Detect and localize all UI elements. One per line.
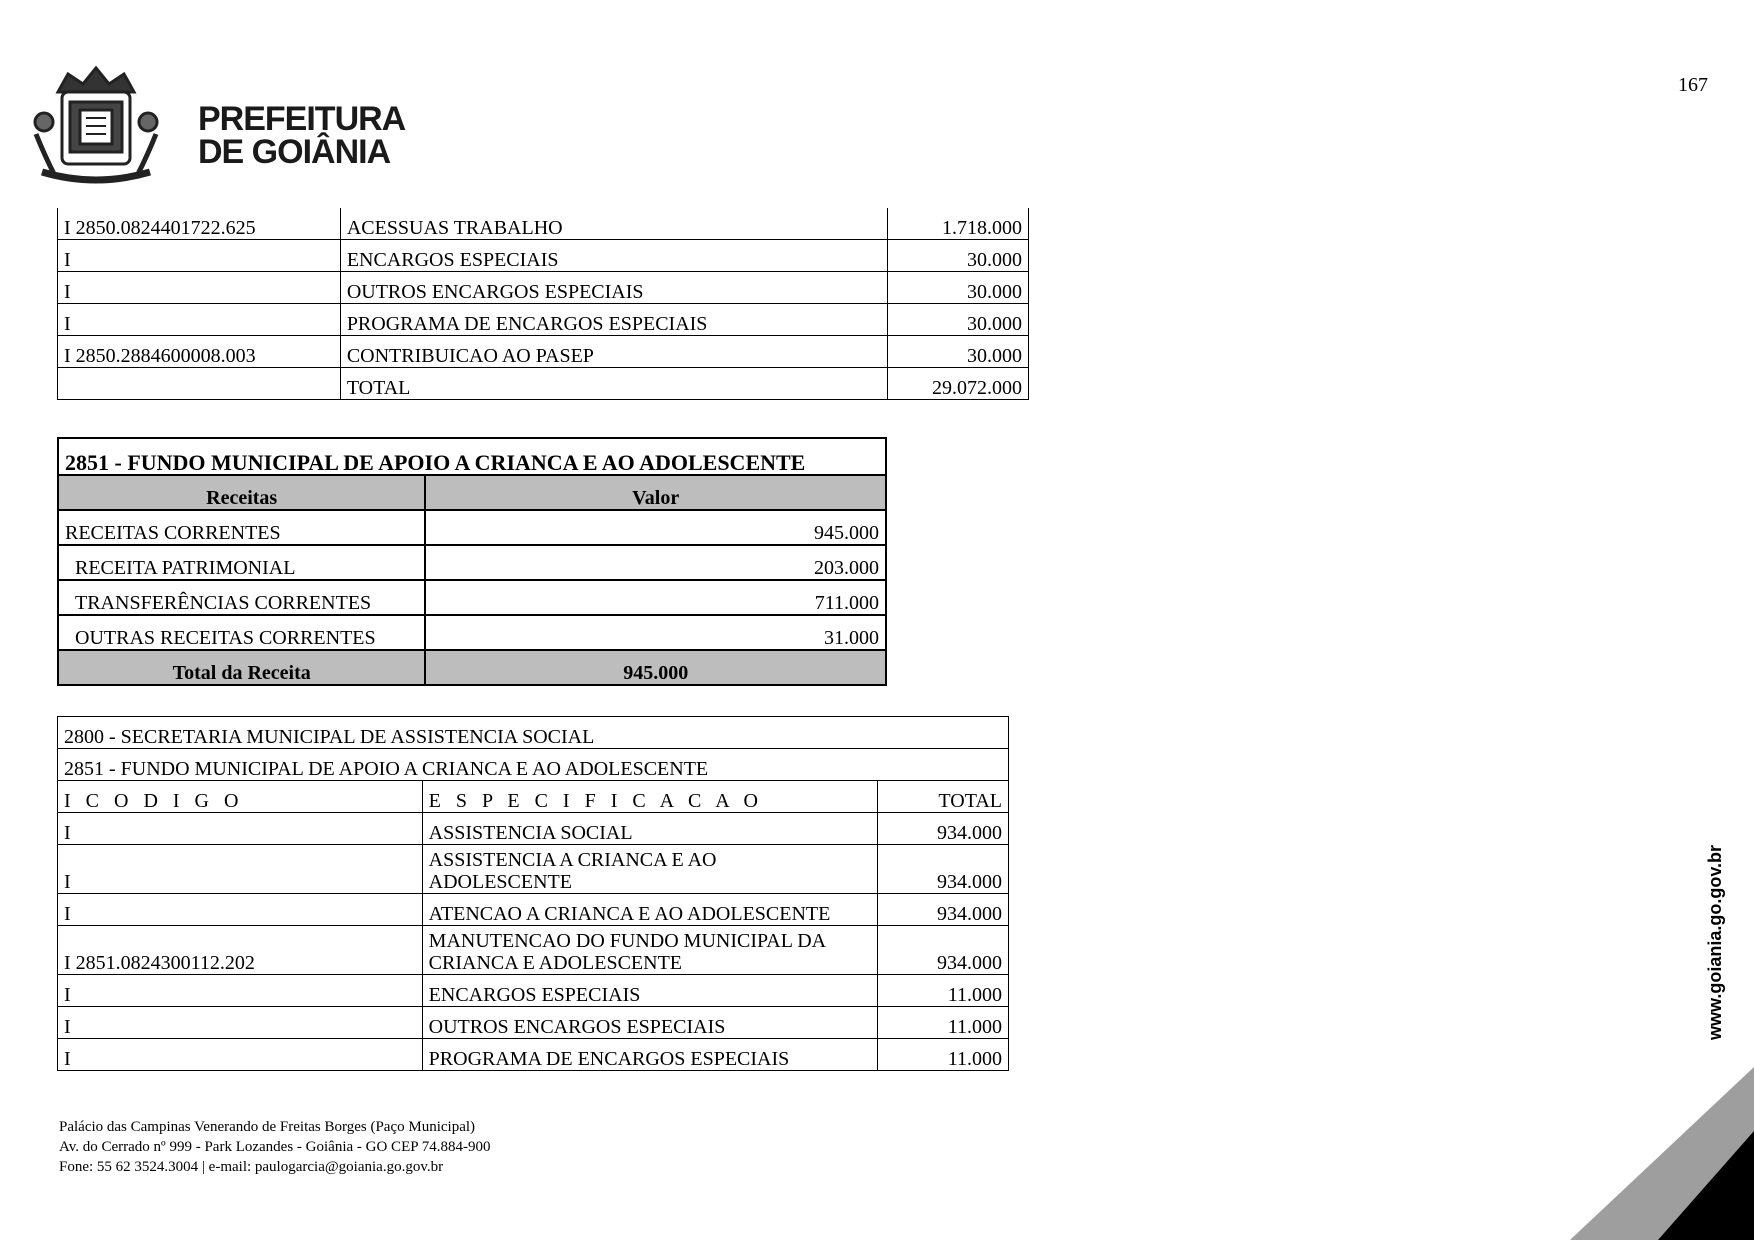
code-cell: I 2850.2884600008.003	[58, 336, 341, 368]
spec-cell: ENCARGOS ESPECIAIS	[422, 975, 877, 1007]
footer-line-3: Fone: 55 62 3524.3004 | e-mail: paulogarcia@goiania.go.gov.br	[59, 1159, 444, 1175]
code-cell: I	[58, 1039, 423, 1071]
page-number: 167	[1678, 74, 1708, 96]
code-cell: I 2850.0824401722.625	[58, 208, 341, 240]
logo-wordmark	[198, 100, 406, 171]
code-cell: I	[58, 845, 423, 894]
table-row	[58, 240, 1029, 272]
spec-cell: ACESSUAS TRABALHO	[340, 208, 887, 240]
table-row	[58, 545, 886, 580]
total-cell: 11.000	[878, 1007, 1009, 1039]
budget-table-continuation	[57, 208, 1029, 400]
col-header-especificacao: E S P E C I F I C A C A O	[422, 781, 877, 813]
spec-cell: ENCARGOS ESPECIAIS	[340, 240, 887, 272]
despesas-table	[57, 716, 1009, 1071]
city-crest-logo	[28, 62, 164, 190]
spec-cell: TOTAL	[340, 368, 887, 400]
table-row	[58, 208, 1029, 240]
corner-decoration	[1570, 1067, 1754, 1240]
receita-label: RECEITAS CORRENTES	[58, 510, 425, 545]
table-row	[58, 975, 1009, 1007]
total-cell: 11.000	[878, 1039, 1009, 1071]
table-total-row	[58, 368, 1029, 400]
receitas-title: 2851 - FUNDO MUNICIPAL DE APOIO A CRIANCA E AO ADOLESCENTE	[58, 438, 886, 475]
table-row	[58, 272, 1029, 304]
receita-value: 31.000	[425, 615, 886, 650]
col-header-total: TOTAL	[878, 781, 1009, 813]
spec-cell	[422, 845, 877, 894]
total-receita-label: Total da Receita	[58, 650, 425, 685]
total-cell: 30.000	[888, 240, 1029, 272]
table-row	[58, 926, 1009, 975]
spec-cell: ASSISTENCIA SOCIAL	[422, 813, 877, 845]
table-row	[58, 894, 1009, 926]
total-cell: 11.000	[878, 975, 1009, 1007]
col-header-codigo: I C O D I G O	[58, 781, 423, 813]
total-cell: 934.000	[878, 894, 1009, 926]
code-cell: I 2851.0824300112.202	[58, 926, 423, 975]
table-row	[58, 304, 1029, 336]
logo-line-2: DE GOIÂNIA	[198, 133, 391, 171]
code-cell	[58, 368, 341, 400]
receita-value: 711.000	[425, 580, 886, 615]
total-cell: 1.718.000	[888, 208, 1029, 240]
spec-line-1: ASSISTENCIA A CRIANCA E AO	[428, 849, 717, 871]
receita-label: TRANSFERÊNCIAS CORRENTES	[58, 580, 425, 615]
total-cell: 934.000	[878, 845, 1009, 894]
table-row	[58, 813, 1009, 845]
total-cell: 29.072.000	[888, 368, 1029, 400]
unit-header: 2851 - FUNDO MUNICIPAL DE APOIO A CRIANCA E AO ADOLESCENTE	[58, 749, 1009, 781]
table-row	[58, 1039, 1009, 1071]
total-receita-value: 945.000	[425, 650, 886, 685]
spec-cell: CONTRIBUICAO AO PASEP	[340, 336, 887, 368]
receita-label: OUTRAS RECEITAS CORRENTES	[58, 615, 425, 650]
spec-cell: PROGRAMA DE ENCARGOS ESPECIAIS	[422, 1039, 877, 1071]
spec-cell	[422, 926, 877, 975]
table-row	[58, 580, 886, 615]
code-cell: I	[58, 240, 341, 272]
table-row	[58, 336, 1029, 368]
spec-cell: ATENCAO A CRIANCA E AO ADOLESCENTE	[422, 894, 877, 926]
code-cell: I	[58, 272, 341, 304]
total-cell: 934.000	[878, 926, 1009, 975]
total-cell: 30.000	[888, 304, 1029, 336]
table-row	[58, 510, 886, 545]
total-cell: 30.000	[888, 336, 1029, 368]
footer-address	[59, 1117, 491, 1177]
table-total-row	[58, 650, 886, 685]
table-row	[58, 1007, 1009, 1039]
spec-cell: OUTROS ENCARGOS ESPECIAIS	[422, 1007, 877, 1039]
code-cell: I	[58, 894, 423, 926]
footer-line-2: Av. do Cerrado nº 999 - Park Lozandes - Goiânia - GO CEP 74.884-900	[59, 1139, 491, 1155]
total-cell: 934.000	[878, 813, 1009, 845]
website-url: www.goiania.go.gov.br	[1705, 844, 1725, 1040]
code-cell: I	[58, 975, 423, 1007]
spec-cell: OUTROS ENCARGOS ESPECIAIS	[340, 272, 887, 304]
code-cell: I	[58, 813, 423, 845]
receita-value: 203.000	[425, 545, 886, 580]
total-cell: 30.000	[888, 272, 1029, 304]
receita-value: 945.000	[425, 510, 886, 545]
table-row	[58, 845, 1009, 894]
code-cell: I	[58, 304, 341, 336]
receita-label: RECEITA PATRIMONIAL	[58, 545, 425, 580]
spec-line-2: CRIANCA E ADOLESCENTE	[428, 952, 682, 974]
org-header: 2800 - SECRETARIA MUNICIPAL DE ASSISTENCIA SOCIAL	[58, 717, 1009, 749]
spec-line-1: MANUTENCAO DO FUNDO MUNICIPAL DA	[428, 930, 827, 952]
spec-cell: PROGRAMA DE ENCARGOS ESPECIAIS	[340, 304, 887, 336]
logo-line-1: PREFEITURA	[198, 100, 406, 138]
receitas-table	[57, 437, 887, 686]
footer-line-1: Palácio das Campinas Venerando de Freitas Borges (Paço Municipal)	[59, 1119, 476, 1135]
col-header-valor: Valor	[425, 475, 886, 510]
table-row	[58, 615, 886, 650]
code-cell: I	[58, 1007, 423, 1039]
spec-line-2: ADOLESCENTE	[428, 871, 572, 893]
col-header-receitas: Receitas	[58, 475, 425, 510]
